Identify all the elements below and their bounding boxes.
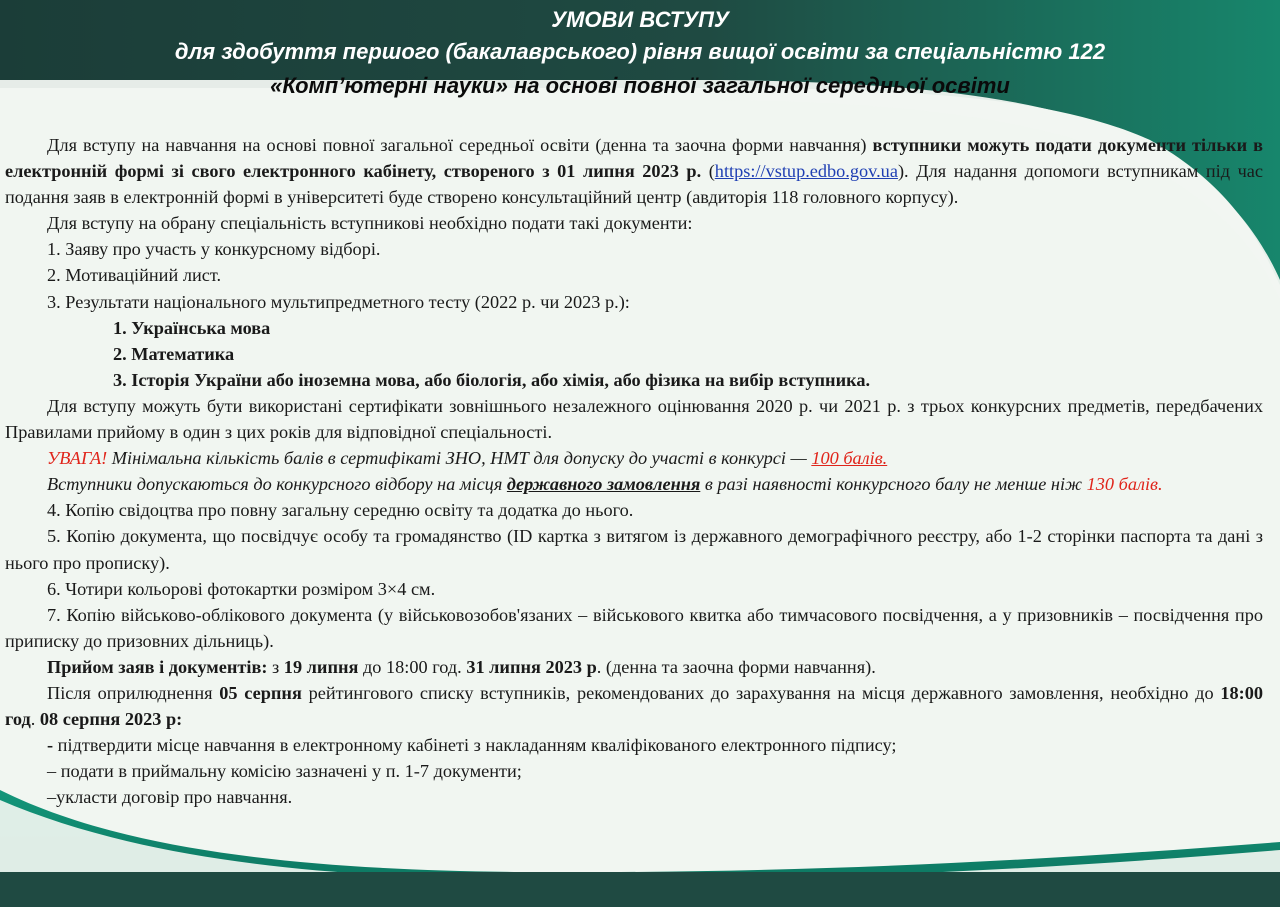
doc-item-6: 6. Чотири кольорові фотокартки розміром 3×4 см.: [47, 578, 436, 599]
application-period: Прийом заяв і документів: з 19 липня до 18:00 год. 31 липня 2023 р. (денна та заочна форми навчання).: [47, 656, 876, 677]
subject-2: 2. Математика: [113, 343, 235, 364]
documents-intro: Для вступу на обрану спеціальність вступникові необхідно подати такі документи:: [47, 213, 693, 234]
step-2: – подати в приймальну комісію зазначені у п. 1-7 документи;: [47, 761, 522, 782]
admission-threshold-note: Вступники допускаються до конкурсного відбору на місця державного замовлення в разі наявності конкурсного балу не менше ніж 130 балів.: [47, 474, 1163, 495]
doc-item-4: 4. Копію свідоцтва про повну загальну середню освіту та додатка до нього.: [47, 500, 634, 521]
step-3: –укласти договір про навчання.: [47, 787, 293, 808]
intro-paragraph: Для вступу на навчання на основі повної загальної середньої освіти (денна та заочна форми навчання) вступники можуть подати документи тільки в електронній формі зі свого електронного кабінету, створеного з 01 липня 2023 р. (https://vstup.edbo.gov.ua). Для надання допомоги вступникам під час подання заяв в електронній формі в університеті буде створено консультаційний центр (авдиторія 118 головного корпусу).: [5, 135, 1263, 208]
doc-item-3: 3. Результати національного мультипредметного тесту (2022 р. чи 2023 р.):: [47, 291, 630, 312]
subject-3: 3. Історія України або іноземна мова, або біологія, або хімія, або фізика на вибір вступника.: [113, 369, 871, 390]
title-line-3: «Комп’ютерні науки» на основі повної загальної середньої освіти: [270, 73, 1010, 98]
vstup-link[interactable]: https://vstup.edbo.gov.ua: [714, 161, 898, 182]
title-line-2: для здобуття першого (бакалаврського) рівня вищої освіти за спеціальністю 122: [174, 39, 1106, 64]
title-line-1: УМОВИ ВСТУПУ: [551, 7, 729, 32]
document-body: [5, 132, 1263, 810]
doc-item-2: 2. Мотиваційний лист.: [47, 265, 222, 286]
doc-item-7: 7. Копію військово-облікового документа (у військовозобов'язаних – військового квитка або тимчасового посвідчення, а у призовників – посвідчення про приписку до призовних дільниць).: [5, 604, 1263, 651]
subject-1: 1. Українська мова: [113, 317, 271, 338]
warning-note: УВАГА! Мінімальна кількість балів в сертифікаті ЗНО, НМТ для допуску до участі в конкурсі — 100 балів.: [47, 448, 888, 469]
doc-item-1: 1. Заяву про участь у конкурсному відборі.: [47, 239, 381, 260]
certificates-note: Для вступу можуть бути використані сертифікати зовнішнього незалежного оцінювання 2020 р. чи 2021 р. з трьох конкурсних предметів, передбачених Правилами прийому в один з цих років для відповідної спеціальності.: [5, 395, 1263, 443]
doc-item-5: 5. Копію документа, що посвідчує особу та громадянство (ID картка з витягом із державного демографічного реєстру, або 1-2 сторінки паспорта та дані з нього про прописку).: [5, 526, 1263, 573]
step-1: - підтвердити місце навчання в електронному кабінеті з накладанням кваліфікованого електронного підпису;: [47, 735, 897, 756]
enrollment-deadline: Після оприлюднення 05 серпня рейтингового списку вступників, рекомендованих до зарахування на місця державного замовлення, необхідно до 18:00 год. 08 серпня 2023 р:: [5, 682, 1263, 730]
